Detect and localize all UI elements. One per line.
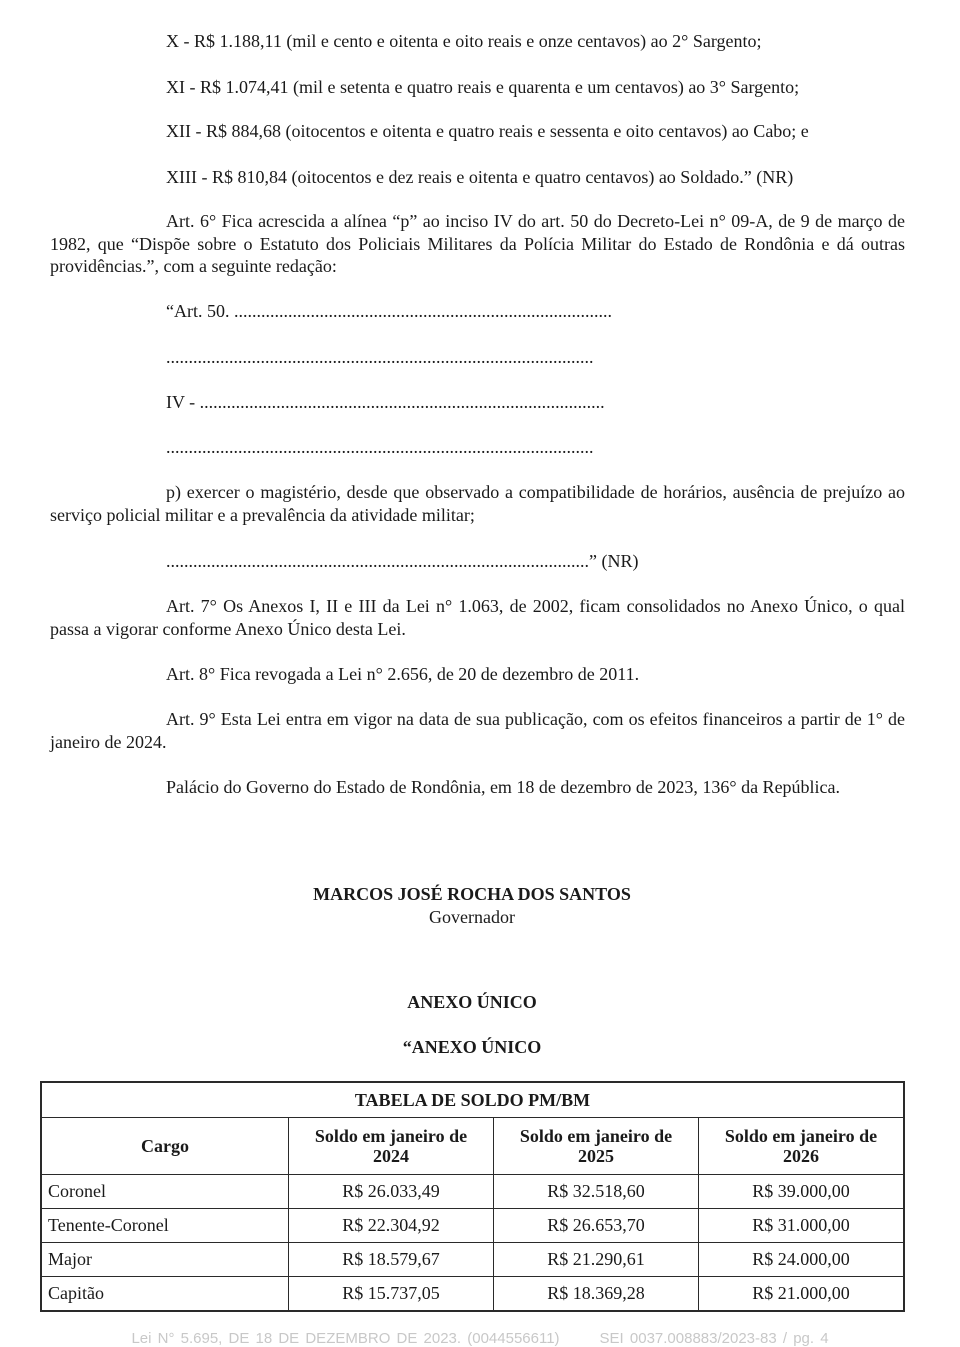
alinea-p: p) exercer o magistério, desde que observado a compatibilidade de horários, ausência de prejuízo ao serviço policial militar e a prevalência da atividade militar; xyxy=(50,482,905,525)
column-header-cargo: Cargo xyxy=(41,1118,289,1175)
inciso-x: X - R$ 1.188,11 (mil e cento e oitenta e oito reais e onze centavos) ao 2° Sargento; xyxy=(166,31,762,51)
table-row xyxy=(41,1277,904,1312)
cell-soldo-2026: R$ 39.000,00 xyxy=(699,1175,905,1209)
column-header-2026: Soldo em janeiro de 2026 xyxy=(699,1118,905,1175)
article-6: Art. 6° Fica acrescida a alínea “p” ao inciso IV do art. 50 do Decreto-Lei n° 09-A, de 9 de março de 1982, que “Dispõe sobre o Estatuto dos Policiais Militares da Polícia Militar do Estado de Rondônia e dá outras providências.”, com a seguinte redação: xyxy=(50,211,905,276)
inciso-xii: XII - R$ 884,68 (oitocentos e oitenta e quatro reais e sessenta e oito centavos) ao Cabo; e xyxy=(166,121,809,141)
cell-soldo-2025: R$ 18.369,28 xyxy=(494,1277,699,1312)
cell-cargo: Tenente-Coronel xyxy=(41,1209,289,1243)
cell-soldo-2026: R$ 31.000,00 xyxy=(699,1209,905,1243)
inciso-xi: XI - R$ 1.074,41 (mil e setenta e quatro reais e quarenta e um centavos) ao 3° Sargento; xyxy=(166,77,800,97)
quoted-inciso-iv: IV - .......................................................................................... xyxy=(166,392,605,412)
closing-place-date: Palácio do Governo do Estado de Rondônia, em 18 de dezembro de 2023, 136° da República. xyxy=(166,777,841,797)
article-8: Art. 8° Fica revogada a Lei n° 2.656, de 20 de dezembro de 2011. xyxy=(166,664,640,684)
column-header-2025: Soldo em janeiro de 2025 xyxy=(494,1118,699,1175)
annex-heading: ANEXO ÚNICO xyxy=(407,992,537,1012)
cell-cargo: Coronel xyxy=(41,1175,289,1209)
annex-subheading: “ANEXO ÚNICO xyxy=(402,1037,542,1057)
cell-soldo-2025: R$ 26.653,70 xyxy=(494,1209,699,1243)
cell-soldo-2025: R$ 32.518,60 xyxy=(494,1175,699,1209)
salary-table xyxy=(40,1081,905,1312)
footer-law-reference: Lei N° 5.695, DE 18 DE DEZEMBRO DE 2023. (0044556611) xyxy=(131,1330,560,1347)
article-9: Art. 9° Esta Lei entra em vigor na data de sua publicação, com os efeitos financeiros a partir de 1° de janeiro de 2024. xyxy=(50,709,905,752)
table-row xyxy=(41,1243,904,1277)
quoted-closing: ..............................................................................................” (NR) xyxy=(166,551,639,571)
cell-soldo-2024: R$ 15.737,05 xyxy=(289,1277,494,1312)
quoted-dots-line: ............................................................................................... xyxy=(166,437,594,457)
cell-cargo: Capitão xyxy=(41,1277,289,1312)
table-row xyxy=(41,1175,904,1209)
table-title-row xyxy=(41,1082,904,1118)
footer-sei-reference: SEI 0037.008883/2023-83 / pg. 4 xyxy=(599,1330,829,1347)
cell-soldo-2024: R$ 18.579,67 xyxy=(289,1243,494,1277)
cell-soldo-2024: R$ 22.304,92 xyxy=(289,1209,494,1243)
cell-soldo-2024: R$ 26.033,49 xyxy=(289,1175,494,1209)
signatory-role: Governador xyxy=(429,907,515,927)
table-title: TABELA DE SOLDO PM/BM xyxy=(41,1082,904,1118)
page-footer xyxy=(0,1330,960,1347)
table-row xyxy=(41,1209,904,1243)
table-header-row xyxy=(41,1118,904,1175)
cell-soldo-2026: R$ 21.000,00 xyxy=(699,1277,905,1312)
quoted-dots-line: ............................................................................................... xyxy=(166,347,594,367)
quoted-art-50: “Art. 50. .................................................................................... xyxy=(166,301,612,321)
signatory-name: MARCOS JOSÉ ROCHA DOS SANTOS xyxy=(313,884,631,904)
inciso-xiii: XIII - R$ 810,84 (oitocentos e dez reais e oitenta e quatro centavos) ao Soldado.” (NR) xyxy=(166,167,794,187)
cell-cargo: Major xyxy=(41,1243,289,1277)
cell-soldo-2025: R$ 21.290,61 xyxy=(494,1243,699,1277)
cell-soldo-2026: R$ 24.000,00 xyxy=(699,1243,905,1277)
article-7: Art. 7° Os Anexos I, II e III da Lei n° 1.063, de 2002, ficam consolidados no Anexo Único, o qual passa a vigorar conforme Anexo Único desta Lei. xyxy=(50,596,905,639)
column-header-2024: Soldo em janeiro de 2024 xyxy=(289,1118,494,1175)
